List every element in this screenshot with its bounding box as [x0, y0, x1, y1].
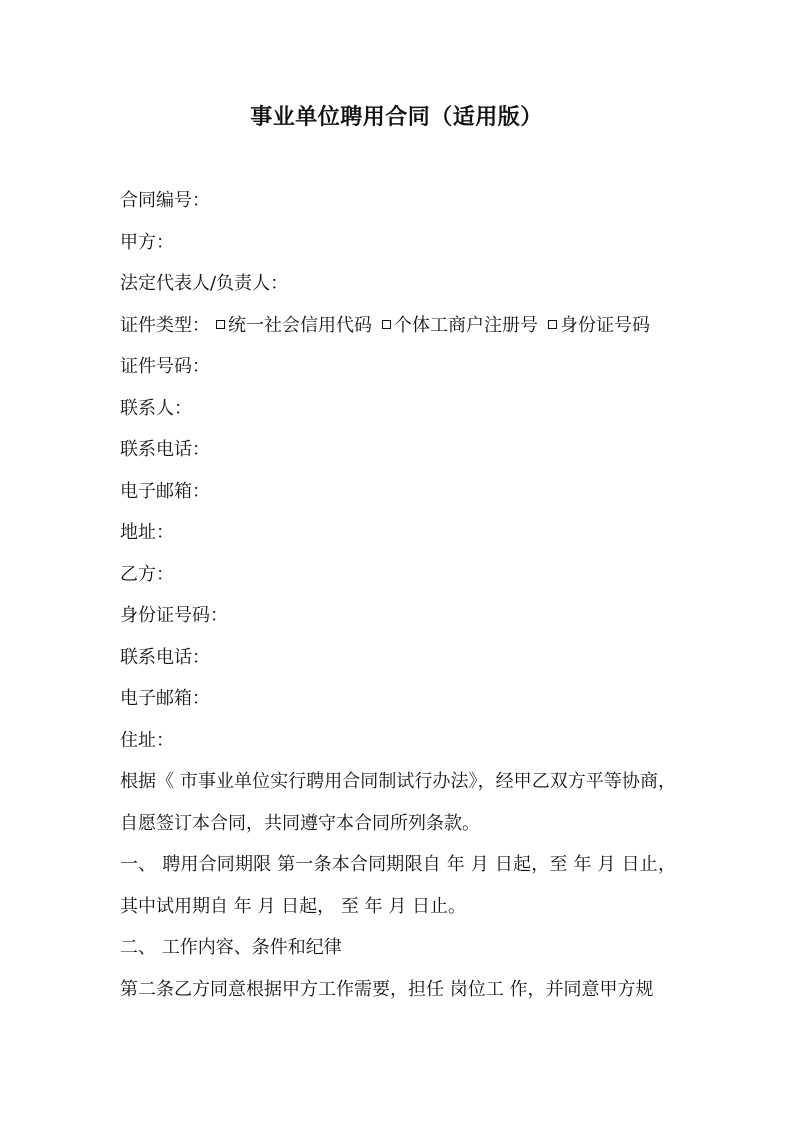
- article-2-paragraph: 第二条乙方同意根据甲方工作需要，担任 岗位工 作，并同意甲方规: [120, 978, 654, 1000]
- party-b-email-field: 电子邮箱：: [120, 688, 210, 709]
- contract-number-field: 合同编号：: [120, 190, 210, 211]
- id-type-option-business-reg: 个体工商户注册号: [394, 314, 538, 336]
- intro-paragraph: 根据《 市事业单位实行聘用合同制试行办法》，经甲乙双方平等协商，自愿签订本合同，共同遵守本合同所列条款。: [120, 771, 676, 834]
- legal-representative-field: 法定代表人/负责人：: [120, 273, 289, 294]
- party-b-id-number-field: 身份证号码：: [120, 605, 228, 626]
- party-b-address-field: 住址：: [120, 729, 174, 751]
- checkbox-icon[interactable]: [382, 320, 391, 329]
- checkbox-icon[interactable]: [548, 320, 557, 329]
- section-1-paragraph: 一、 聘用合同期限 第一条本合同期限自 年 月 日起，至 年 月 日止，其中试用期自 年 月 日起， 至 年 月 日止。: [120, 854, 676, 917]
- id-number-field: 证件号码：: [120, 356, 210, 377]
- id-type-option-id-card: 身份证号码: [560, 314, 650, 336]
- id-type-field: [120, 305, 676, 347]
- id-type-option-credit-code: 统一社会信用代码: [228, 314, 372, 336]
- party-b-field: 乙方：: [120, 563, 174, 585]
- checkbox-icon[interactable]: [216, 320, 225, 329]
- document-title: 事业单位聘用合同（适用版）: [250, 105, 543, 130]
- party-a-phone-field: 联系电话：: [120, 439, 210, 460]
- party-a-email-field: 电子邮箱：: [120, 480, 210, 502]
- party-a-address-field: 地址：: [120, 522, 174, 543]
- party-a-field: 甲方：: [120, 231, 174, 253]
- id-type-label: 证件类型：: [120, 314, 210, 336]
- section-2-heading: 二、 工作内容、条件和纪律: [120, 937, 342, 958]
- document-body: [120, 180, 676, 1010]
- party-b-phone-field: 联系电话：: [120, 646, 210, 668]
- contact-person-field: 联系人：: [120, 397, 192, 419]
